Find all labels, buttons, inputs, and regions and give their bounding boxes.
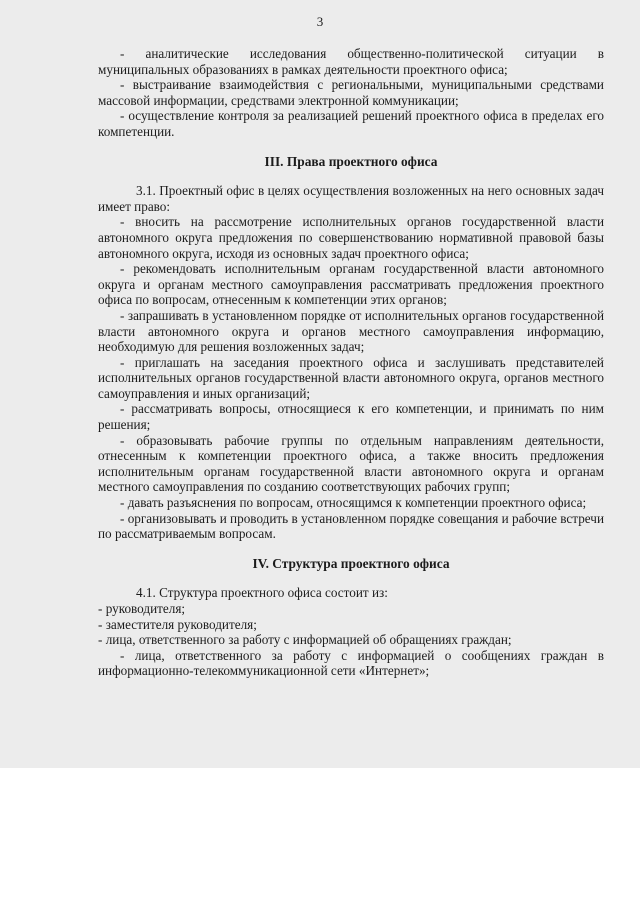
- paragraph-intro-item: - аналитические исследования общественно-политической ситуации в муниципальных образованиях в рамках деятельности проектного офиса;: [98, 46, 604, 77]
- structure-list-item: - лица, ответственного за работу с информацией о сообщениях граждан в информационно-телекоммуникационной сети «Интернет»;: [98, 647, 604, 679]
- paragraph-intro-item: - осуществление контроля за реализацией решений проектного офиса в пределах его компетенции.: [98, 108, 604, 139]
- rights-list-item: - приглашать на заседания проектного офиса и заслушивать представителей исполнительных органов государственной власти автономного округа, органов местного самоуправления и иных организаций;: [98, 354, 604, 401]
- rights-list-item: - рекомендовать исполнительным органам государственной власти автономного округа и органам местного самоуправления рассматривать предложения проектного офиса по вопросам, отнесенным к компетенции этих органов;: [98, 261, 604, 308]
- rights-list-item: - рассматривать вопросы, относящиеся к его компетенции, и принимать по ним решения;: [98, 401, 604, 433]
- structure-list-item: - заместителя руководителя;: [98, 616, 257, 632]
- rights-list-item: - образовывать рабочие группы по отдельным направлениям деятельности, отнесенным к компетенции проектного офиса, а также вносить предложения исполнительным органам государственной власти автономного округа и органам местного самоуправления по созданию соответствующих рабочих групп;: [98, 432, 604, 495]
- section-lead-3-1: 3.1. Проектный офис в целях осуществления возложенных на него основных задач имеет право:: [98, 183, 604, 214]
- section-heading-structure: IV. Структура проектного офиса: [252, 555, 450, 571]
- section-heading-rights: III. Права проектного офиса: [264, 153, 438, 169]
- page-number: 3: [316, 14, 324, 29]
- rights-list-item: - давать разъяснения по вопросам, относящимся к компетенции проектного офиса;: [120, 495, 587, 511]
- section-lead-4-1: 4.1. Структура проектного офиса состоит из:: [136, 585, 388, 601]
- document-body: [98, 46, 604, 679]
- structure-list-item: - лица, ответственного за работу с информацией об обращениях граждан;: [98, 632, 512, 648]
- rights-list-item: - запрашивать в установленном порядке от исполнительных органов государственной власти автономного округа и органов местного самоуправления информацию, необходимую для решения возложенных задач;: [98, 307, 604, 355]
- rights-list-item: - организовывать и проводить в установленном порядке совещания и рабочие встречи по рассматриваемым вопросам.: [98, 510, 605, 542]
- paragraph-intro-item: - выстраивание взаимодействия с региональными, муниципальными средствами массовой информации, средствами электронной коммуникации;: [98, 77, 604, 108]
- rights-list-item: - вносить на рассмотрение исполнительных органов государственной власти автономного округа предложения по совершенствованию нормативной правовой базы автономного округа, исходя из основных задач проектного офиса;: [98, 214, 604, 261]
- structure-list-item: - руководителя;: [98, 601, 186, 616]
